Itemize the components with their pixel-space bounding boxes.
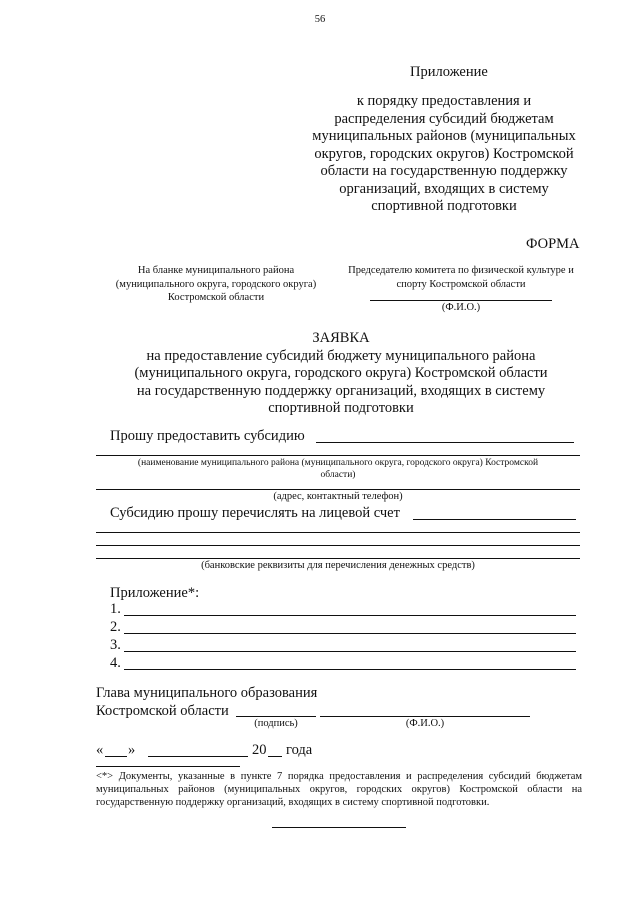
sign-caption: (подпись) (254, 718, 298, 729)
attachment-number: 1. (110, 601, 121, 617)
appendix-line: округов, городских округов) Костромской (314, 145, 574, 162)
attachment-number: 4. (110, 655, 121, 671)
attachment-line-1[interactable] (124, 615, 576, 616)
name-caption (96, 457, 580, 481)
addressee (336, 264, 586, 291)
letterhead (96, 264, 336, 305)
bank-details-line-3[interactable] (96, 558, 580, 559)
page-number: 56 (314, 14, 326, 25)
attachments-label: Приложение*: (110, 585, 200, 601)
name-caption-line: (наименование муниципального района (муниципального округа, городского округа) Костромской (137, 458, 539, 468)
signature-fio-line[interactable] (320, 716, 530, 717)
date-year-suffix: года (286, 742, 313, 758)
date-day-line[interactable] (105, 756, 127, 757)
addressee-fio-line[interactable] (370, 300, 552, 301)
account-label: Субсидию прошу перечислять на лицевой счет (110, 505, 400, 521)
bank-caption: (банковские реквизиты для перечисления денежных средств) (201, 560, 475, 571)
date-open-quote: « (96, 742, 104, 758)
form-label: ФОРМА (526, 236, 580, 252)
document-title (100, 330, 582, 418)
appendix-line: распределения субсидий бюджетам (334, 110, 554, 127)
title-main: ЗАЯВКА (312, 330, 370, 346)
title-line: на предоставление субсидий бюджету муниципального района (146, 347, 536, 364)
appendix-line: организаций, входящих в систему (339, 180, 549, 197)
addressee-line: спорту Костромской области (396, 278, 526, 290)
attachment-line-2[interactable] (124, 633, 576, 634)
subsidy-amount-line[interactable] (316, 442, 574, 443)
account-number-line[interactable] (413, 519, 576, 520)
letterhead-line: На бланке муниципального района (137, 265, 295, 276)
signature-title: Глава муниципального образования (96, 685, 318, 701)
page-end-separator (272, 827, 406, 828)
date-year-line[interactable] (268, 756, 282, 757)
signature-sign-line[interactable] (236, 716, 316, 717)
attachment-line-3[interactable] (124, 651, 576, 652)
addressee-fio-caption: (Ф.И.О.) (441, 302, 481, 313)
date-close-quote: » (128, 742, 136, 758)
attachment-number: 2. (110, 619, 121, 635)
appendix-line: к порядку предоставления и (356, 93, 532, 109)
attachment-number: 3. (110, 637, 121, 653)
footnote-separator (96, 766, 240, 767)
name-caption-line: области) (320, 470, 356, 480)
address-line[interactable] (96, 489, 580, 490)
bank-details-line-2[interactable] (96, 545, 580, 546)
municipality-name-line[interactable] (96, 455, 580, 456)
title-line: на государственную поддержку организаций, входящих в систему (136, 382, 546, 399)
appendix-line: спортивной подготовки (371, 198, 517, 214)
appendix-text (296, 93, 592, 216)
bank-details-line-1[interactable] (96, 532, 580, 533)
footnote (96, 770, 582, 809)
title-line: (муниципального округа, городского округа) Костромской области (134, 365, 548, 381)
attachment-line-4[interactable] (124, 669, 576, 670)
addressee-line: Председателю комитета по физической культуре и (348, 265, 574, 276)
date-month-line[interactable] (148, 756, 248, 757)
address-caption: (адрес, контактный телефон) (273, 491, 403, 502)
appendix-heading: Приложение (410, 64, 488, 80)
signature-fio-caption: (Ф.И.О.) (405, 718, 445, 729)
footnote-text: Документы, указанные в пункте 7 порядка предоставления и распределения субсидий бюджетам муниципальных районов (муниципальных округов, городских округов) Костромской области на государственную поддержку организаций, входящих в систему спортивной подготовки. (96, 771, 583, 808)
signature-region: Костромской области (96, 703, 229, 719)
title-line: спортивной подготовки (268, 400, 414, 416)
appendix-line: муниципальных районов (муниципальных (312, 128, 576, 144)
letterhead-line: Костромской области (167, 292, 265, 303)
date-year-prefix: 20 (252, 742, 267, 758)
request-label: Прошу предоставить субсидию (110, 428, 305, 444)
appendix-line: области на государственную поддержку (320, 163, 568, 179)
footnote-marker: <*> (96, 771, 114, 782)
letterhead-line: (муниципального округа, городского округа) (115, 278, 317, 290)
